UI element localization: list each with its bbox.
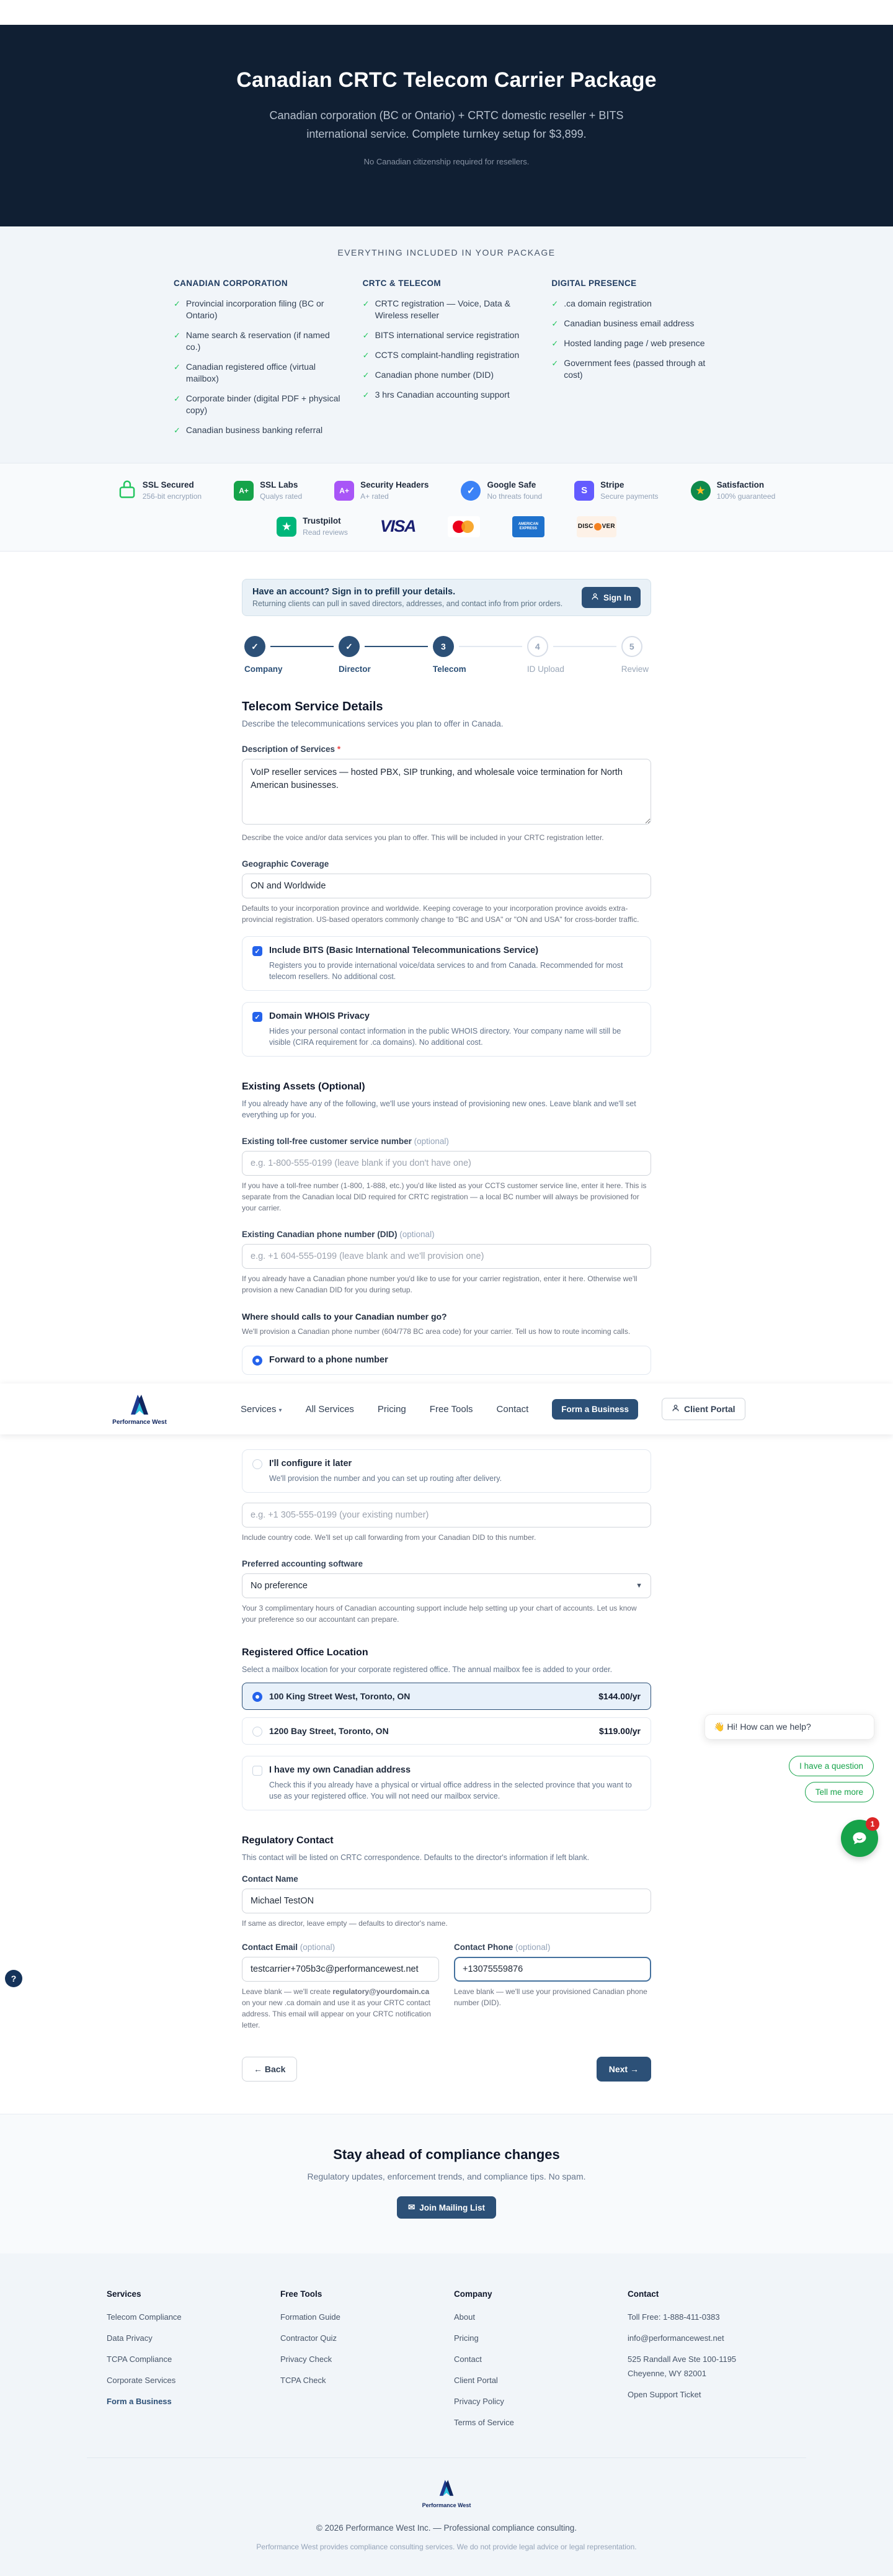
badge-google-safe bbox=[461, 480, 542, 501]
office-option-king-street[interactable] bbox=[242, 1683, 651, 1710]
routing-later-label: I'll configure it later bbox=[269, 1459, 352, 1469]
discover-text: VER bbox=[602, 523, 615, 530]
step-director[interactable] bbox=[339, 636, 433, 674]
forward-number-help: Include country code. We'll set up call forwarding from your Canadian DID to this number. bbox=[242, 1533, 536, 1542]
next-label: Next bbox=[608, 2064, 628, 2074]
contact-email-field bbox=[242, 1943, 439, 2031]
step-label: Director bbox=[338, 664, 371, 674]
hero-section bbox=[0, 25, 893, 226]
did-label: Existing Canadian phone number (DID) (optional) bbox=[242, 1230, 435, 1239]
step-label: Review bbox=[621, 664, 649, 674]
included-column-corporation bbox=[174, 279, 342, 444]
list-item-label: Hosted landing page / web presence bbox=[564, 338, 705, 348]
step-review[interactable] bbox=[621, 636, 649, 674]
list-item-label: Government fees (passed through at cost) bbox=[564, 358, 706, 380]
check-icon: ✓ bbox=[362, 299, 370, 308]
included-heading: EVERYTHING INCLUDED IN YOUR PACKAGE bbox=[337, 248, 556, 257]
footer-copyright: © 2026 Performance West Inc. — Professional compliance consulting. bbox=[316, 2523, 577, 2533]
contact-name-field bbox=[242, 1874, 651, 1929]
footer-logo-icon bbox=[436, 2478, 457, 2498]
nav-all-services[interactable]: All Services bbox=[305, 1403, 354, 1415]
optional-mark: (optional) bbox=[515, 1943, 551, 1952]
wave-emoji: 👋 bbox=[714, 1722, 725, 1732]
list-item-label: Corporate binder (digital PDF + physical copy) bbox=[185, 393, 340, 415]
list-item bbox=[363, 349, 531, 361]
list-item bbox=[363, 298, 531, 321]
badge-title: Google Safe bbox=[487, 480, 536, 490]
step-connector bbox=[365, 646, 428, 647]
badge-sub: A+ rated bbox=[360, 492, 389, 501]
badge-title: Trustpilot bbox=[303, 516, 341, 525]
checkbox-checked-icon[interactable]: ✓ bbox=[252, 946, 262, 956]
step-connector bbox=[553, 646, 616, 647]
step-telecom[interactable] bbox=[433, 636, 527, 674]
tollfree-help: If you have a toll-free number (1-800, 1-888, etc.) you'd like listed as your CCTS customer service line, enter it here. This is separate from the Canadian local DID required for CRTC registration — a local BC number will always be provisioned for your carrier. bbox=[242, 1181, 647, 1212]
footer-disclaimer: Performance West provides compliance consulting services. We do not provide legal advice or legal representation. bbox=[256, 2542, 637, 2551]
coverage-label: Geographic Coverage bbox=[242, 859, 329, 869]
logo-icon bbox=[127, 1392, 153, 1417]
contact-name-help: If same as director, leave empty — defaults to director's name. bbox=[242, 1919, 448, 1928]
column-title: CANADIAN CORPORATION bbox=[174, 279, 288, 288]
badge-satisfaction bbox=[691, 480, 776, 501]
list-item-label: .ca domain registration bbox=[564, 298, 652, 308]
coverage-help: Defaults to your incorporation province and worldwide. Keeping coverage to your incorporation province avoids extra-provincial registration. US-based operators commonly change to "BC and USA" or "ON and USA" for cross-border traffic. bbox=[242, 904, 639, 924]
contact-email-help: Leave blank — we'll create regulatory@yourdomain.ca on your new .ca domain and use it as your CRTC contact address. This email will appear on your CRTC notification letter. bbox=[242, 1987, 432, 2029]
contact-phone-input[interactable] bbox=[454, 1957, 651, 1982]
footer-link-client-portal[interactable]: Client Portal bbox=[454, 2376, 498, 2385]
check-icon: ✓ bbox=[174, 331, 180, 340]
hero-note: No Canadian citizenship required for resellers. bbox=[363, 157, 530, 166]
signin-title: Have an account? Sign in to prefill your details. bbox=[252, 587, 456, 597]
footer-link-corporate-services[interactable]: Corporate Services bbox=[107, 2376, 176, 2385]
footer-link-privacy-policy[interactable]: Privacy Policy bbox=[454, 2397, 504, 2406]
step-marker: 4 bbox=[527, 636, 548, 657]
footer-toll-free[interactable]: Toll Free: 1-888-411-0383 bbox=[628, 2312, 720, 2322]
chat-greeting-bubble[interactable] bbox=[704, 1714, 874, 1740]
contact-email-label: Contact Email (optional) bbox=[242, 1943, 335, 1952]
bits-label: Include BITS (Basic International Telecommunications Service) bbox=[269, 946, 539, 955]
list-item-label: Canadian registered office (virtual mailbox) bbox=[185, 362, 316, 383]
contact-phone-label: Contact Phone (optional) bbox=[454, 1943, 551, 1952]
included-column-crtc bbox=[363, 279, 531, 444]
contact-phone-field bbox=[454, 1943, 651, 2031]
security-headers-grade-icon: A+ bbox=[334, 481, 354, 501]
check-icon: ✓ bbox=[362, 351, 370, 360]
list-item bbox=[174, 393, 342, 416]
included-section bbox=[0, 226, 893, 463]
footer-link-about[interactable]: About bbox=[454, 2312, 475, 2322]
radio-unselected-icon[interactable] bbox=[252, 1727, 262, 1737]
signin-subtitle: Returning clients can pull in saved directors, addresses, and contact info from prior orders. bbox=[252, 599, 563, 608]
own-address-checkbox-card[interactable] bbox=[242, 1756, 651, 1810]
office-option-label: 1200 Bay Street, Toronto, ON bbox=[269, 1726, 389, 1736]
list-item bbox=[551, 338, 719, 349]
footer-link-formation-guide[interactable]: Formation Guide bbox=[280, 2312, 340, 2322]
person-icon bbox=[591, 593, 599, 602]
description-help: Describe the voice and/or data services you plan to offer. This will be included in your CRTC registration letter. bbox=[242, 833, 604, 842]
contact-name-label: Contact Name bbox=[242, 1874, 298, 1884]
footer-link-form-a-business[interactable]: Form a Business bbox=[107, 2397, 172, 2406]
check-icon: ✓ bbox=[174, 362, 180, 372]
description-textarea[interactable] bbox=[242, 759, 651, 825]
footer-brand-name: Performance West bbox=[422, 2502, 471, 2508]
list-item-label: CRTC registration — Voice, Data & Wireless reseller bbox=[375, 298, 510, 320]
list-item bbox=[551, 318, 719, 329]
accounting-software-select[interactable] bbox=[242, 1573, 651, 1598]
newsletter-heading: Stay ahead of compliance changes bbox=[333, 2147, 560, 2162]
badge-sub: Read reviews bbox=[303, 528, 348, 537]
step-marker: 3 bbox=[433, 636, 454, 657]
chat-unread-badge: 1 bbox=[866, 1817, 879, 1831]
footer-link-pricing[interactable]: Pricing bbox=[454, 2333, 479, 2343]
whois-label: Domain WHOIS Privacy bbox=[269, 1011, 370, 1021]
ssl-labs-grade-icon: A+ bbox=[234, 481, 254, 501]
contact-email-input[interactable] bbox=[242, 1957, 439, 1982]
tollfree-input[interactable] bbox=[242, 1151, 651, 1176]
office-option-label: 100 King Street West, Toronto, ON bbox=[269, 1691, 411, 1701]
badge-ssl-labs bbox=[234, 480, 302, 501]
column-title: DIGITAL PRESENCE bbox=[551, 279, 637, 288]
whois-desc: Hides your personal contact information in the public WHOIS directory. Your company name will still be visible (CIRA requirement for .ca domains). No additional cost. bbox=[269, 1027, 621, 1047]
office-option-bay-street[interactable] bbox=[242, 1717, 651, 1745]
routing-later-desc: We'll provision the number and you can set up routing after delivery. bbox=[269, 1474, 502, 1483]
footer-link-terms[interactable]: Terms of Service bbox=[454, 2418, 514, 2427]
required-mark: * bbox=[337, 745, 341, 754]
list-item bbox=[363, 389, 531, 401]
bits-desc: Registers you to provide international voice/data services to and from Canada. Recommended for most telecom resellers. No additional cost. bbox=[269, 961, 623, 981]
list-item bbox=[174, 424, 342, 436]
footer-open-support-ticket[interactable]: Open Support Ticket bbox=[628, 2390, 701, 2399]
discover-ball-icon bbox=[594, 523, 602, 530]
list-item-label: 3 hrs Canadian accounting support bbox=[375, 390, 510, 400]
chat-greeting-text: Hi! How can we help? bbox=[727, 1722, 811, 1732]
check-icon: ✓ bbox=[551, 359, 559, 368]
step-label: Company bbox=[244, 664, 283, 674]
badge-sub: Qualys rated bbox=[260, 492, 303, 501]
nav-services[interactable]: Services ▾ bbox=[241, 1403, 282, 1415]
bits-checkbox-card[interactable] bbox=[242, 936, 651, 991]
back-button[interactable] bbox=[242, 2057, 297, 2082]
footer bbox=[0, 2253, 893, 2576]
list-item bbox=[363, 369, 531, 381]
assets-subheading: If you already have any of the following, we'll use yours instead of provisioning new ones. Leave blank and we'll set everything up for you. bbox=[242, 1099, 636, 1119]
chevron-down-icon: ▾ bbox=[278, 1407, 282, 1414]
newsletter-subheading: Regulatory updates, enforcement trends, and compliance tips. No spam. bbox=[307, 2171, 586, 2181]
brand-logo[interactable] bbox=[93, 1392, 186, 1426]
check-icon: ✓ bbox=[174, 394, 180, 403]
list-item-label: Canadian business banking referral bbox=[185, 425, 323, 435]
office-option-price: $144.00/yr bbox=[598, 1691, 641, 1701]
step-marker: ✓ bbox=[244, 636, 265, 657]
check-icon: ✓ bbox=[362, 370, 370, 380]
forward-number-input[interactable] bbox=[242, 1503, 651, 1527]
arrow-right-icon: → bbox=[630, 2064, 639, 2074]
chat-launcher-button[interactable] bbox=[841, 1820, 878, 1857]
radio-selected-icon[interactable] bbox=[252, 1356, 262, 1366]
chat-bubble-icon bbox=[851, 1830, 868, 1847]
shield-check-icon: ✓ bbox=[461, 481, 481, 501]
did-help: If you already have a Canadian phone number you'd like to use for your carrier registration, enter it here. Otherwise we'll provision a new Canadian DID for you during setup. bbox=[242, 1274, 638, 1294]
mail-icon: ✉ bbox=[407, 2203, 415, 2212]
badge-sub: No threats found bbox=[487, 492, 543, 501]
optional-mark: (optional) bbox=[414, 1137, 449, 1146]
did-field bbox=[242, 1230, 651, 1295]
footer-link-tcpa-compliance[interactable]: TCPA Compliance bbox=[107, 2355, 172, 2364]
tollfree-field bbox=[242, 1137, 651, 1214]
check-icon: ✓ bbox=[551, 319, 559, 328]
discover-logo bbox=[577, 516, 616, 537]
list-item bbox=[174, 329, 342, 353]
contact-name-input[interactable] bbox=[242, 1889, 651, 1913]
discover-text: DISC bbox=[577, 523, 593, 530]
top-gap bbox=[0, 0, 893, 25]
chat-quick-reply-tell-me-more[interactable]: Tell me more bbox=[805, 1782, 874, 1802]
whois-checkbox-card[interactable] bbox=[242, 1002, 651, 1057]
office-subheading: Select a mailbox location for your corporate registered office. The annual mailbox fee is added to your order. bbox=[242, 1665, 613, 1674]
trustpilot-star-icon: ★ bbox=[277, 517, 296, 537]
optional-mark: (optional) bbox=[399, 1230, 435, 1239]
check-icon: ✓ bbox=[174, 426, 180, 435]
list-item bbox=[174, 298, 342, 321]
client-portal-button[interactable] bbox=[662, 1398, 745, 1420]
stripe-icon: S bbox=[574, 481, 594, 501]
badge-trustpilot[interactable] bbox=[277, 516, 348, 537]
next-button[interactable] bbox=[597, 2057, 651, 2082]
step-label: ID Upload bbox=[526, 664, 564, 674]
checkbox-checked-icon[interactable]: ✓ bbox=[252, 1012, 262, 1022]
star-icon: ★ bbox=[691, 481, 711, 501]
own-address-label: I have my own Canadian address bbox=[269, 1765, 411, 1775]
badge-security-headers bbox=[334, 480, 429, 501]
step-marker: ✓ bbox=[339, 636, 360, 657]
badge-title: SSL Labs bbox=[260, 480, 298, 490]
own-address-desc: Check this if you already have a physical or virtual office address in the selected province that you want to use as your registered office. You will not need our mailbox service. bbox=[269, 1781, 632, 1800]
badge-title: SSL Secured bbox=[142, 480, 194, 490]
list-item-label: BITS international service registration bbox=[375, 330, 520, 340]
routing-forward-label: Forward to a phone number bbox=[269, 1355, 388, 1365]
list-item-label: Provincial incorporation filing (BC or Ontario) bbox=[185, 298, 324, 320]
footer-column-title: Free Tools bbox=[280, 2289, 322, 2299]
amex-logo: AMERICAN EXPRESS bbox=[512, 516, 544, 537]
step-marker: 5 bbox=[621, 636, 642, 657]
footer-link-contractor-quiz[interactable]: Contractor Quiz bbox=[280, 2333, 337, 2343]
lock-icon bbox=[118, 479, 136, 502]
description-label: Description of Services * bbox=[242, 745, 341, 754]
assets-heading: Existing Assets (Optional) bbox=[242, 1081, 365, 1092]
join-mailing-list-label: Join Mailing List bbox=[419, 2203, 486, 2212]
trust-row-2 bbox=[0, 516, 893, 537]
list-item-label: Name search & reservation (if named co.) bbox=[185, 330, 330, 352]
trust-strip bbox=[0, 463, 893, 552]
did-input[interactable] bbox=[242, 1244, 651, 1269]
progress-stepper bbox=[244, 636, 649, 674]
footer-column-services bbox=[107, 2289, 265, 2439]
site-navbar bbox=[0, 1384, 893, 1434]
arrow-left-icon: ← bbox=[254, 2064, 262, 2074]
check-icon: ✓ bbox=[551, 299, 559, 308]
footer-column-free-tools bbox=[280, 2289, 439, 2439]
mastercard-logo bbox=[448, 516, 480, 537]
badge-ssl-secured bbox=[118, 479, 202, 502]
footer-link-privacy-check[interactable]: Privacy Check bbox=[280, 2355, 332, 2364]
office-heading: Registered Office Location bbox=[242, 1647, 368, 1658]
routing-forward-option[interactable] bbox=[242, 1346, 651, 1375]
footer-link-telecom-compliance[interactable]: Telecom Compliance bbox=[107, 2312, 182, 2322]
sign-in-label: Sign In bbox=[603, 593, 631, 602]
footer-column-title: Services bbox=[107, 2289, 141, 2299]
badge-sub: 256-bit encryption bbox=[142, 492, 202, 501]
accounting-field bbox=[242, 1559, 651, 1625]
footer-address-line2: Cheyenne, WY 82001 bbox=[628, 2369, 706, 2378]
nav-pricing[interactable]: Pricing bbox=[377, 1403, 406, 1415]
radio-unselected-icon[interactable] bbox=[252, 1459, 262, 1469]
check-icon: ✓ bbox=[174, 299, 180, 308]
routing-question: Where should calls to your Canadian number go? bbox=[242, 1312, 447, 1322]
tollfree-label: Existing toll-free customer service number (optional) bbox=[242, 1137, 449, 1146]
sign-in-button[interactable] bbox=[582, 587, 641, 608]
footer-column-title: Company bbox=[454, 2289, 492, 2299]
regulatory-subheading: This contact will be listed on CRTC correspondence. Defaults to the director's information if left blank. bbox=[242, 1853, 590, 1862]
badge-stripe bbox=[574, 480, 658, 501]
forward-number-field bbox=[242, 1503, 651, 1543]
chevron-down-icon: ▼ bbox=[636, 1582, 642, 1590]
included-columns bbox=[174, 279, 719, 444]
badge-sub: Secure payments bbox=[600, 492, 659, 501]
person-icon bbox=[672, 1404, 680, 1414]
join-mailing-list-button[interactable] bbox=[397, 2196, 496, 2219]
contact-phone-help: Leave blank — we'll use your provisioned Canadian phone number (DID). bbox=[454, 1987, 647, 2007]
radio-selected-icon[interactable] bbox=[252, 1692, 262, 1702]
column-title: CRTC & TELECOM bbox=[362, 279, 441, 288]
brand-name: Performance West bbox=[112, 1419, 167, 1426]
footer-link-tcpa-check[interactable]: TCPA Check bbox=[280, 2376, 326, 2385]
list-item bbox=[551, 357, 719, 381]
hero-subtitle: Canadian corporation (BC or Ontario) + CRTC domestic reseller + BITS international service. Complete turnkey setup for $3,899. bbox=[269, 109, 624, 140]
accounting-help: Your 3 complimentary hours of Canadian accounting support include help setting up your chart of accounts. Let us know your preference so our accountant can prepare. bbox=[242, 1604, 637, 1624]
list-item-label: Canadian business email address bbox=[564, 318, 695, 328]
regulatory-heading: Regulatory Contact bbox=[242, 1835, 334, 1846]
form-a-business-button[interactable]: Form a Business bbox=[552, 1399, 638, 1420]
footer-column-company bbox=[454, 2289, 613, 2439]
badge-sub: 100% guaranteed bbox=[716, 492, 776, 501]
footer-column-contact bbox=[628, 2289, 786, 2439]
optional-mark: (optional) bbox=[300, 1943, 335, 1952]
step-company[interactable] bbox=[244, 636, 339, 674]
included-column-digital bbox=[551, 279, 719, 444]
footer-link-contact[interactable]: Contact bbox=[454, 2355, 482, 2364]
chat-quick-reply-question[interactable]: I have a question bbox=[789, 1756, 874, 1776]
visa-logo: VISA bbox=[380, 517, 415, 535]
accounting-label: Preferred accounting software bbox=[242, 1559, 363, 1568]
checkbox-unchecked-icon[interactable] bbox=[252, 1766, 262, 1776]
check-icon: ✓ bbox=[362, 390, 370, 400]
footer-email[interactable]: info@performancewest.net bbox=[628, 2333, 724, 2343]
list-item-label: CCTS complaint-handling registration bbox=[375, 350, 520, 360]
step-label: Telecom bbox=[432, 664, 466, 674]
coverage-field bbox=[242, 859, 651, 925]
main-content bbox=[0, 552, 893, 2114]
signin-banner bbox=[242, 579, 651, 616]
footer-address-line1: 525 Randall Ave Ste 100-1195 bbox=[628, 2355, 737, 2364]
list-item bbox=[551, 298, 719, 310]
badge-title: Satisfaction bbox=[716, 480, 765, 490]
badge-title: Stripe bbox=[600, 480, 624, 490]
back-label: Back bbox=[264, 2064, 286, 2074]
list-item bbox=[174, 361, 342, 385]
client-portal-label: Client Portal bbox=[684, 1404, 735, 1414]
step-id-upload[interactable] bbox=[527, 636, 621, 674]
office-option-price: $119.00/yr bbox=[599, 1726, 641, 1736]
help-widget-button[interactable]: ? bbox=[5, 1970, 22, 1987]
step-connector bbox=[270, 646, 334, 647]
step-connector bbox=[459, 646, 522, 647]
trust-row-1 bbox=[0, 479, 893, 502]
check-icon: ✓ bbox=[362, 331, 370, 340]
nav-free-tools[interactable]: Free Tools bbox=[429, 1403, 473, 1415]
list-item bbox=[363, 329, 531, 341]
badge-title: Security Headers bbox=[360, 480, 429, 490]
footer-link-data-privacy[interactable]: Data Privacy bbox=[107, 2333, 153, 2343]
form-subheading: Describe the telecommunications services you plan to offer in Canada. bbox=[242, 719, 504, 728]
description-field bbox=[242, 745, 651, 843]
newsletter-section bbox=[0, 2114, 893, 2253]
check-icon: ✓ bbox=[551, 339, 559, 348]
routing-sub: We'll provision a Canadian phone number (604/778 BC area code) for your carrier. Tell us how to route incoming calls. bbox=[242, 1327, 631, 1336]
page-title: Canadian CRTC Telecom Carrier Package bbox=[236, 68, 657, 92]
footer-column-title: Contact bbox=[628, 2289, 659, 2299]
nav-contact[interactable]: Contact bbox=[496, 1403, 529, 1415]
coverage-input[interactable] bbox=[242, 874, 651, 898]
routing-later-option[interactable] bbox=[242, 1449, 651, 1493]
list-item-label: Canadian phone number (DID) bbox=[375, 370, 494, 380]
form-heading: Telecom Service Details bbox=[242, 700, 383, 713]
select-value: No preference bbox=[251, 1581, 308, 1591]
